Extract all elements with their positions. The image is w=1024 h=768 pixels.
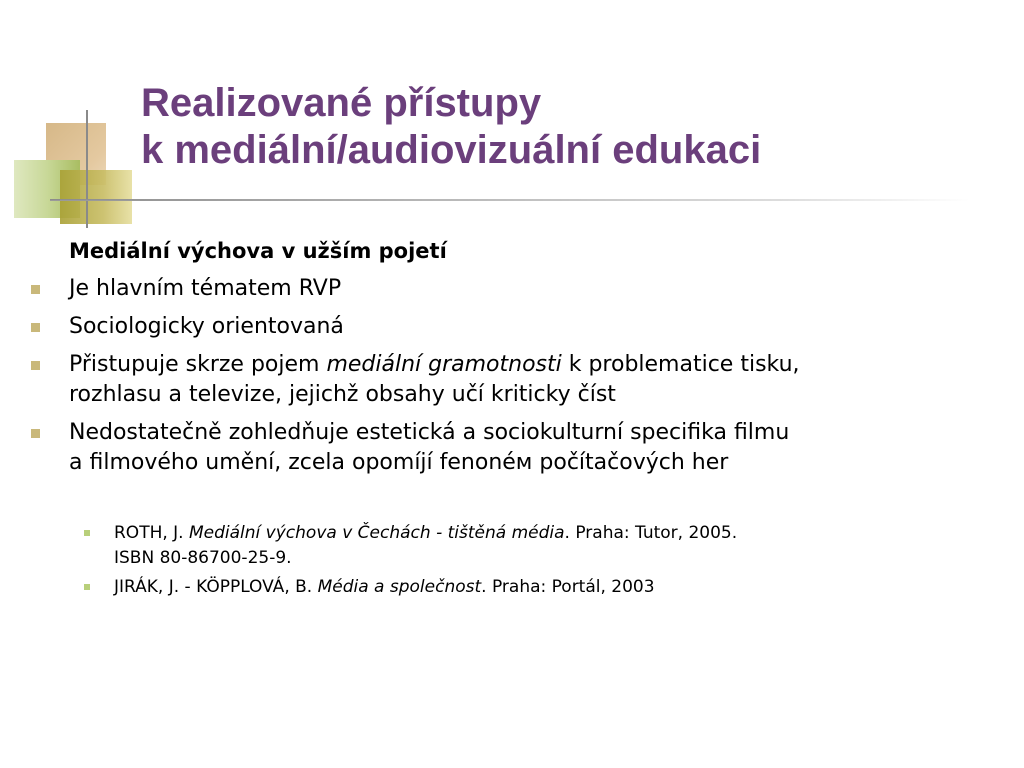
reference-text-line-1 bbox=[114, 521, 737, 546]
reference-item bbox=[114, 521, 737, 571]
reference-text-line-1 bbox=[114, 575, 655, 600]
bullet-item bbox=[69, 312, 344, 342]
square-bullet-icon bbox=[31, 429, 40, 438]
reference-work-title: Média a společnost bbox=[317, 577, 482, 597]
bullet-item bbox=[69, 274, 341, 304]
bullet-text-line-1: Nedostatečně zohledňuje estetická a sociokulturní specifika filmu bbox=[69, 420, 790, 445]
reference-publisher: . Praha: Tutor, 2005. bbox=[564, 523, 738, 543]
bullet-text-line-1 bbox=[69, 350, 800, 380]
bullet-text-emphasis: mediální gramotnosti bbox=[326, 352, 562, 377]
bullet-text: Sociologicky orientovaná bbox=[69, 314, 344, 339]
small-square-bullet-icon bbox=[84, 584, 90, 590]
reference-item bbox=[114, 575, 655, 600]
slide-title-line-2: k mediální/audiovizuální edukaci bbox=[141, 128, 762, 172]
reference-isbn: ISBN 80-86700-25-9. bbox=[114, 548, 292, 568]
bullet-item bbox=[69, 418, 789, 478]
bullet-text-line-2: rozhlasu a televize, jejichž obsahy učí kriticky číst bbox=[69, 382, 616, 407]
small-square-bullet-icon bbox=[84, 530, 90, 536]
subheading: Mediální výchova v užším pojetí bbox=[69, 239, 447, 263]
reference-author: ROTH, J. bbox=[114, 523, 189, 543]
reference-author: JIRÁK, J. - KÖPPLOVÁ, B. bbox=[114, 577, 318, 597]
bullet-text: Je hlavním tématem RVP bbox=[69, 276, 342, 301]
slide-title-line-1: Realizované přístupy bbox=[141, 81, 542, 125]
reference-publisher: . Praha: Portál, 2003 bbox=[481, 577, 655, 597]
square-bullet-icon bbox=[31, 361, 40, 370]
reference-work-title: Mediální výchova v Čechách - tištěná média bbox=[189, 523, 565, 543]
bullet-item bbox=[69, 350, 800, 410]
square-bullet-icon bbox=[31, 323, 40, 332]
bullet-text-line-2: a filmového umění, zcela opomíjí fenonéм počítačových her bbox=[69, 450, 729, 475]
bullet-text-post: k problematice tisku, bbox=[561, 352, 800, 377]
square-bullet-icon bbox=[31, 285, 40, 294]
bullet-text-pre: Přistupuje skrze pojem bbox=[69, 352, 327, 377]
